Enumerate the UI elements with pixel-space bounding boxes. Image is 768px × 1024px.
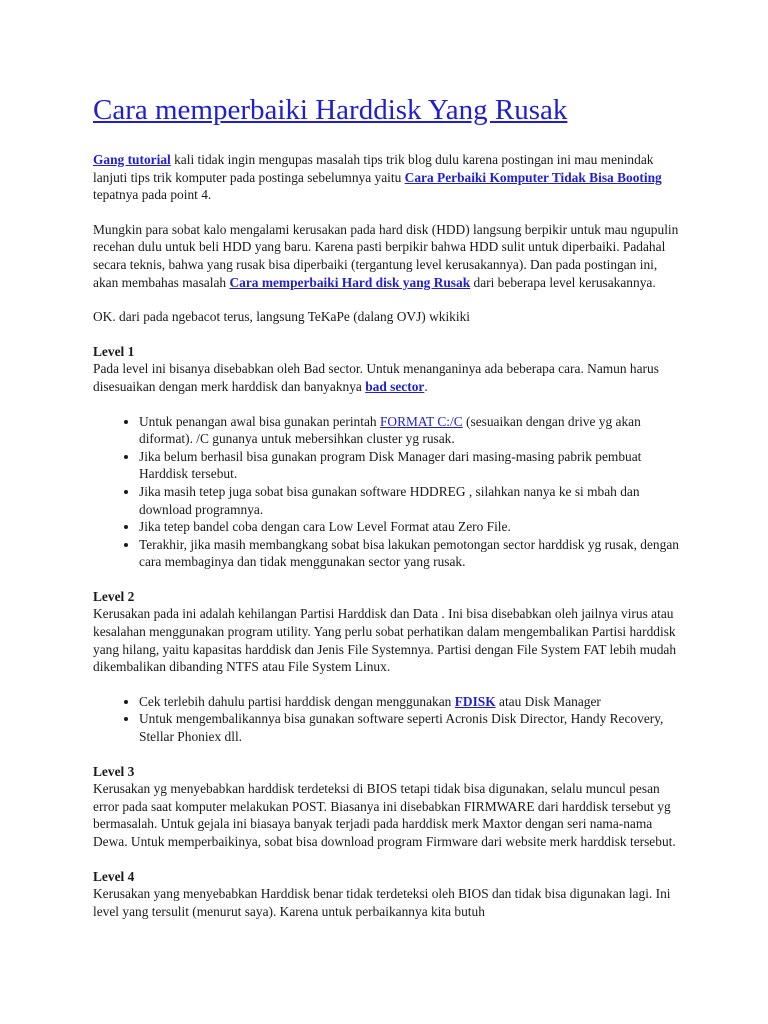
level-2-heading: Level 2 — [93, 588, 135, 604]
intro-paragraph — [93, 151, 683, 204]
level-3-section — [93, 763, 683, 851]
paragraph-2 — [93, 221, 683, 291]
level-4-section — [93, 868, 683, 921]
article — [93, 92, 683, 937]
level-1-section — [93, 343, 683, 396]
paragraph-2-text-2: dari beberapa level kerusakannya. — [470, 274, 656, 290]
list-item: • Jika masih tetep juga sobat bisa gunakan software HDDREG , silahkan nanya ke si mbah dan download programnya. — [139, 483, 683, 518]
level-3-text: Kerusakan yg menyebabkan harddisk terdeteksi di BIOS tetapi tidak bisa digunakan, selalu muncul pesan error pada saat komputer melakukan POST. Biasanya ini disebabkan FIRMWARE dari harddisk tersebut yg bermasalah. Untuk gejala ini biasaya banyak terjadi pada harddisk merk Maxtor dengan seri nama-nama Dewa. Untuk memperbaikinya, sobat bisa download program Firmware dari website merk harddisk tersebut. — [93, 781, 676, 849]
list-item: • Terakhir, jika masih membangkang sobat bisa lakukan pemotongan sector harddisk yg rusak, dengan cara membaginya dan tidak menggunakan sector yang rusak. — [139, 536, 683, 571]
list-item: • Untuk mengembalikannya bisa gunakan software seperti Acronis Disk Director, Handy Recovery, Stellar Phoniex dll. — [139, 710, 683, 745]
article-title — [93, 92, 683, 128]
level-4-text: Kerusakan yang menyebabkan Harddisk benar tidak terdeteksi oleh BIOS dan tidak bisa digunakan lagi. Ini level yang tersulit (menurut saya). Karena untuk perbaikannya kita butuh — [93, 886, 671, 919]
repair-harddisk-link[interactable]: Cara memperbaiki Hard disk yang Rusak — [229, 274, 471, 290]
format-command-link[interactable]: FORMAT C:/C — [379, 413, 463, 429]
list-item: • Jika belum berhasil bisa gunakan program Disk Manager dari masing-masing pabrik pembuat Harddisk tersebut. — [139, 448, 683, 483]
fdisk-link[interactable]: FDISK — [454, 693, 496, 709]
article-title-link[interactable]: Cara memperbaiki Harddisk Yang Rusak — [93, 94, 568, 126]
intro-text-1: kali tidak ingin mengupas masalah tips trik blog dulu karena postingan ini mau menindak lanjuti tips trik komputer pada postinga sebelumnya yaitu — [93, 152, 654, 185]
list-item: • Jika tetep bandel coba dengan cara Low Level Format atau Zero File. — [139, 518, 683, 536]
intro-text-2: tepatnya pada point 4. — [93, 187, 212, 203]
level-1-end: . — [424, 378, 428, 394]
list-item-text: atau Disk Manager — [495, 693, 601, 709]
paragraph-3: OK. dari pada ngebacot terus, langsung TeKaPe (dalang OVJ) wkikiki — [93, 309, 471, 325]
list-item — [139, 413, 683, 448]
bad-sector-link[interactable]: bad sector — [365, 378, 425, 394]
list-item-text: (sesuaikan dengan drive yg akan diformat). /C gunanya untuk mebersihkan cluster yg rusak. — [139, 413, 641, 447]
paragraph-2-text-1: Mungkin para sobat kalo mengalami kerusakan pada hard disk (HDD) langsung berpikir untuk mau ngupulin recehan dulu untuk beli HDD yang baru. Karena pasti berpikir bahwa HDD sulit untuk diperbaiki. Padahal secara teknis, bahwa yang rusak bisa diperbaiki (tergantung level kerusakannya). Dan pada postingan ini, akan membahas masalah — [93, 221, 679, 290]
level-3-heading: Level 3 — [93, 763, 135, 779]
level-2-list — [93, 693, 683, 746]
level-4-heading: Level 4 — [93, 868, 135, 884]
list-item-text: Untuk penangan awal bisa gunakan perintah — [139, 413, 380, 429]
level-2-text: Kerusakan pada ini adalah kehilangan Partisi Harddisk dan Data . Ini bisa disebabkan oleh jailnya virus atau kesalahan menggunakan program utility. Yang perlu sobat perhatikan dalam mengembalikan Partisi harddisk yang hilang, yaitu kapasitas harddisk dan Jenis File Systemnya. Partisi dengan File System FAT lebih mudah dikembalikan dibanding NTFS atau File System Linux. — [93, 606, 677, 675]
list-item — [139, 693, 683, 711]
level-1-text: Pada level ini bisanya disebabkan oleh Bad sector. Untuk menanganinya ada beberapa cara. Namun harus disesuaikan dengan merk harddisk dan banyaknya — [93, 361, 659, 394]
level-2-section — [93, 588, 683, 676]
level-1-heading: Level 1 — [93, 343, 135, 359]
level-1-list — [93, 413, 683, 571]
gang-tutorial-link[interactable]: Gang tutorial — [93, 152, 171, 167]
list-item-text: Cek terlebih dahulu partisi harddisk dengan menggunakan — [139, 693, 455, 709]
booting-article-link[interactable]: Cara Perbaiki Komputer Tidak Bisa Booting — [404, 169, 662, 185]
